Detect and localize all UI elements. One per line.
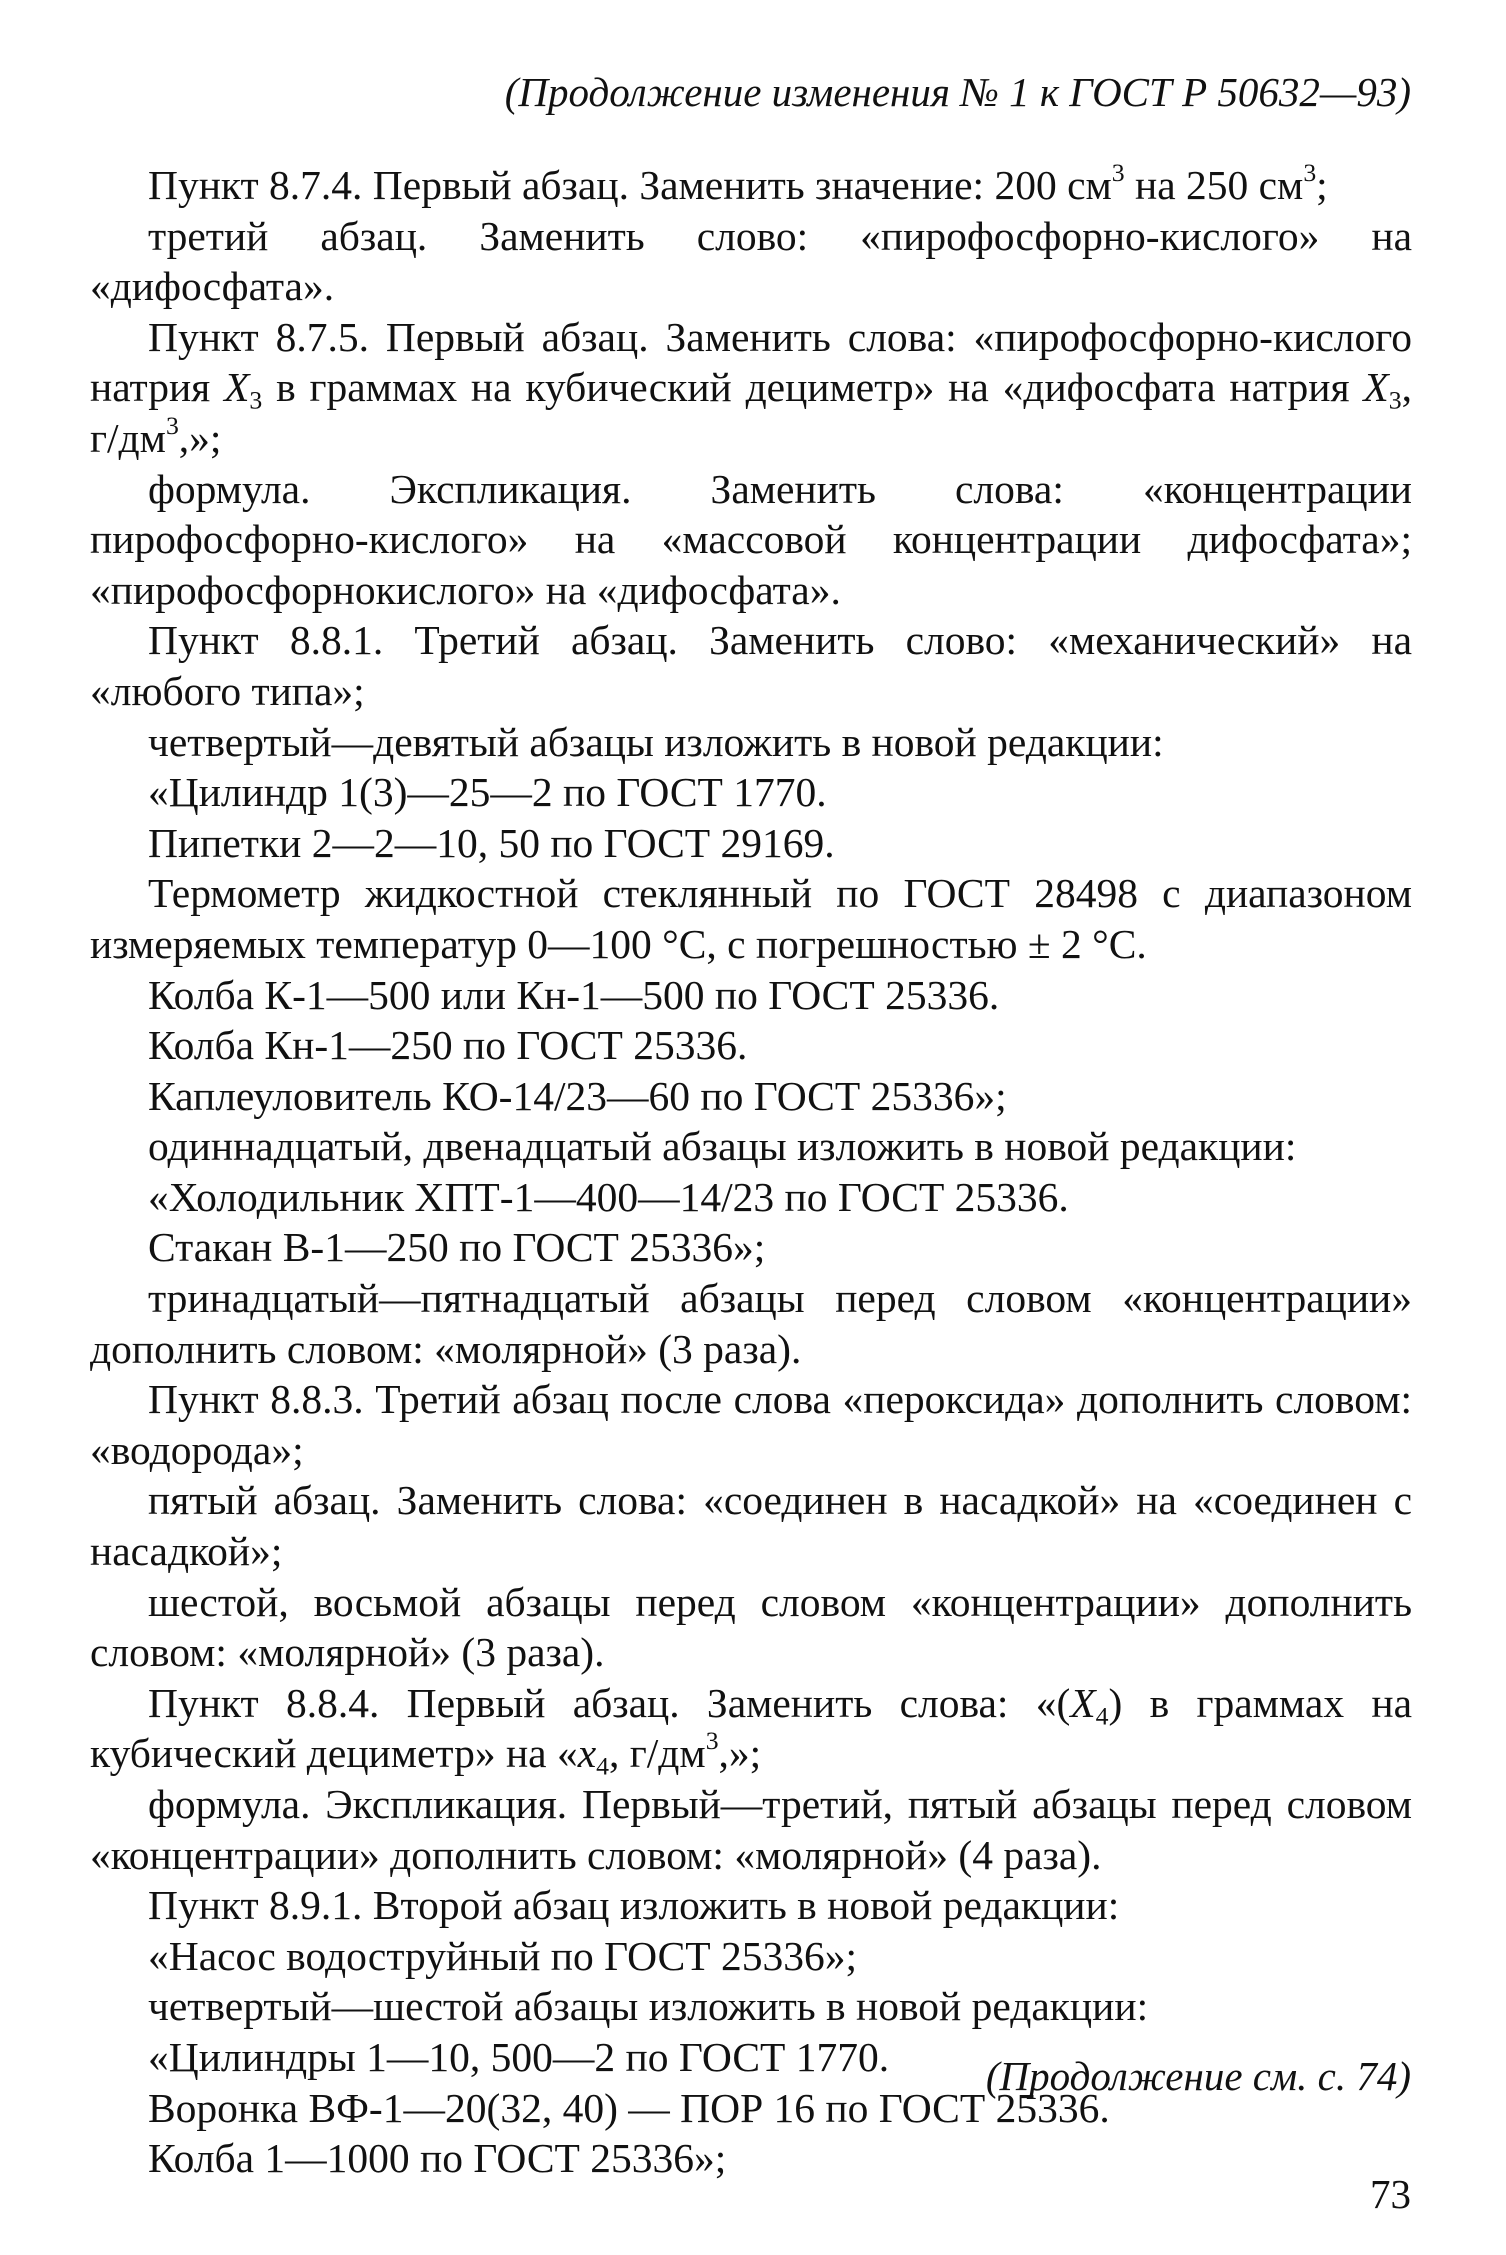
text-run: Пункт 8.8.1. Третий абзац. Заменить слово: «механический» на «любого типа»; [90,617,1412,714]
paragraph [90,1577,1412,1678]
superscript: 3 [165,410,179,440]
text-run: «Цилиндры 1—10, 500—2 по ГОСТ 1770. [148,2033,890,2080]
text-run: Пункт 8.8.3. Третий абзац после слова «пероксида» дополнить словом: «водорода»; [90,1376,1412,1473]
text-run: в граммах на кубический дециметр» на «дифосфата натрия [262,364,1364,411]
text-run: Термометр жидкостной стеклянный по ГОСТ 28498 с диапазоном измеряемых температур 0—100 °С, с погрешностью ± 2 °С. [90,870,1412,967]
math-variable: x [577,1730,597,1777]
superscript: 3 [1303,158,1317,187]
text-run: Стакан В-1—250 по ГОСТ 25336»; [148,1224,766,1271]
text-run: шестой, восьмой абзацы перед словом «концентрации» дополнить словом: «молярной» (3 раза). [90,1578,1412,1676]
paragraph [90,1880,1412,1931]
paragraph [90,211,1412,312]
text-run: ) в граммах на кубический дециметр» на « [90,1679,1412,1777]
text-run: , г/дм [609,1730,706,1777]
text-run: Пункт 8.8.4. Первый абзац. Заменить слова: «( [148,1679,1071,1726]
math-variable: X [1363,364,1389,411]
text-run: Пункт 8.7.5. Первый абзац. Заменить слова: «пирофосфорно-кислого натрия [90,313,1412,411]
text-run: «Холодильник ХПТ-1—400—14/23 по ГОСТ 25336. [148,1173,1069,1220]
subscript: 3 [1388,386,1402,416]
text-run: Колба К-1—500 или Кн-1—500 по ГОСТ 25336. [148,971,1000,1018]
superscript: 3 [705,1726,719,1756]
subscript: 4 [596,1752,609,1782]
text-run: ,»; [718,1730,762,1777]
text-run: формула. Экспликация. Заменить слова: «концентрации пирофосфорно-кислого» на «массовой концентрации дифосфата»; «пирофосфорнокислого» на «дифосфата». [90,465,1412,613]
text-run: Пункт 8.7.4. Первый абзац. Заменить значение: 200 см [148,162,1112,208]
text-run: Колба Кн-1—250 по ГОСТ 25336. [148,1022,748,1069]
paragraph [90,970,1412,1021]
text-run: Воронка ВФ-1—20(32, 40) — ПОР 16 по ГОСТ 25336. [148,2084,1110,2131]
paragraph [90,464,1412,616]
paragraph [90,767,1412,818]
paragraph [90,1981,1412,2032]
paragraph [90,1779,1412,1880]
paragraph [90,1071,1412,1122]
text-run: формула. Экспликация. Первый—третий, пятый абзацы перед словом «концентрации» дополнить словом: «молярной» (4 раза). [90,1781,1412,1878]
paragraph [90,1172,1412,1223]
paragraph [90,868,1412,969]
paragraph [90,312,1412,464]
math-variable: X [1070,1679,1096,1726]
text-run: третий абзац. Заменить слово: «пирофосфорно-кислого» на «дифосфата». [90,212,1412,310]
text-run: Каплеуловитель КО-14/23—60 по ГОСТ 25336»; [148,1072,1007,1119]
text-run: пятый абзац. Заменить слова: «соединен в насадкой» на «соединен с насадкой»; [90,1477,1412,1575]
page-number: 73 [1370,2171,1411,2217]
paragraph [90,818,1412,869]
paragraph [90,1273,1412,1374]
paragraph [90,1475,1412,1576]
text-run: ; [1316,162,1328,208]
text-run: четвертый—шестой абзацы изложить в новой редакции: [148,1983,1149,2030]
text-run: на 250 см [1124,162,1304,208]
paragraph [90,615,1412,716]
paragraph [90,1020,1412,1071]
text-run: «Насос водоструйный по ГОСТ 25336»; [148,1932,858,1979]
text-run: четвертый—девятый абзацы изложить в новой редакции: [148,718,1164,765]
text-run: Пипетки 2—2—10, 50 по ГОСТ 29169. [148,819,835,866]
paragraph [90,717,1412,768]
paragraph [90,1931,1412,1982]
text-run: , г/дм [90,364,1413,461]
paragraph [90,1222,1412,1273]
paragraph [90,160,1412,211]
text-run: одиннадцатый, двенадцатый абзацы изложить в новой редакции: [148,1123,1297,1170]
paragraph [90,2133,1412,2184]
paragraph [90,1678,1412,1782]
text-run: Пункт 8.9.1. Второй абзац изложить в новой редакции: [148,1882,1120,1929]
page-header: (Продолжение изменения № 1 к ГОСТ Р 50632—93) [504,69,1411,115]
paragraph [90,1121,1412,1172]
paragraph [90,1374,1412,1475]
subscript: 3 [249,386,263,416]
document-body [90,160,1412,2184]
superscript: 3 [1111,158,1125,187]
text-run: ,»; [178,414,222,461]
subscript: 4 [1095,1701,1109,1731]
math-variable: X [224,364,250,411]
continuation-note: (Продолжение см. с. 74) [985,2053,1411,2099]
text-run: Колба 1—1000 по ГОСТ 25336»; [148,2135,727,2182]
text-run: тринадцатый—пятнадцатый абзацы перед словом «концентрации» дополнить словом: «молярной» (3 раза). [90,1275,1412,1372]
text-run: «Цилиндр 1(3)—25—2 по ГОСТ 1770. [148,769,827,816]
